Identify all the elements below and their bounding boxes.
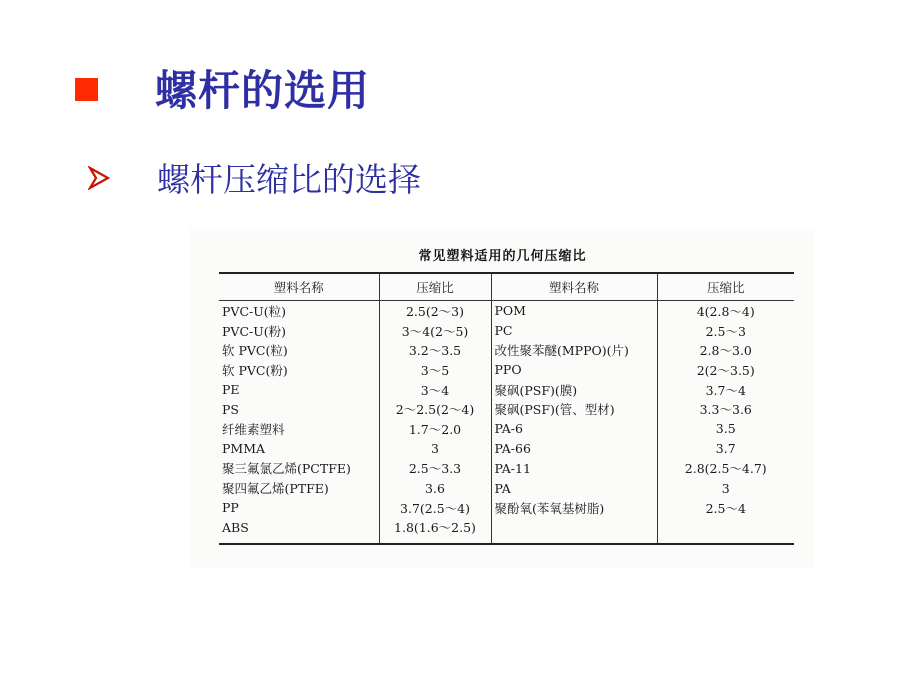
- cell-plastic-name: 聚酚氧(苯氧基树脂): [491, 498, 657, 518]
- slide-title: 螺杆的选用: [155, 66, 371, 115]
- cell-compression-ratio: 1.8(1.6～2.5): [379, 518, 491, 538]
- cell-plastic-name: PPO: [491, 360, 657, 380]
- header-compression-ratio-left: 压缩比: [379, 273, 491, 301]
- cell-plastic-name: PS: [219, 399, 379, 419]
- cell-plastic-name: PA-6: [491, 419, 657, 439]
- cell-compression-ratio: 3: [379, 439, 491, 459]
- header-plastic-name-left: 塑料名称: [219, 273, 379, 301]
- slide-subtitle: 螺杆压缩比的选择: [157, 160, 421, 199]
- cell-plastic-name: PVC-U(粉): [219, 321, 379, 341]
- cell-plastic-name: 软 PVC(粉): [219, 360, 379, 380]
- cell-compression-ratio: 3～5: [379, 360, 491, 380]
- header-plastic-name-right: 塑料名称: [491, 273, 657, 301]
- cell-compression-ratio: 1.7～2.0: [379, 419, 491, 439]
- table-row: [219, 399, 794, 419]
- cell-plastic-name: PP: [219, 498, 379, 518]
- table-row: [219, 459, 794, 479]
- cell-compression-ratio: 3: [721, 480, 730, 496]
- table-row: [219, 340, 794, 360]
- cell-compression-ratio: 4(2.8～4): [696, 303, 755, 319]
- table-row: [219, 518, 794, 538]
- cell-compression-ratio: 3.5: [715, 421, 736, 437]
- cell-plastic-name: ABS: [219, 518, 379, 538]
- cell-compression-ratio: 3.7(2.5～4): [379, 498, 491, 518]
- cell-plastic-name: 聚三氟氯乙烯(PCTFE): [219, 459, 379, 479]
- table-row: [219, 301, 794, 321]
- cell-compression-ratio: 3.7: [715, 441, 736, 457]
- cell-compression-ratio: 2～2.5(2～4): [379, 399, 491, 419]
- cell-compression-ratio: 3.6: [379, 478, 491, 498]
- cell-compression-ratio: 2.8～3.0: [699, 343, 752, 359]
- compression-ratio-table-figure: [190, 228, 815, 568]
- compression-ratio-table: [219, 272, 794, 545]
- table-row: [219, 498, 794, 518]
- cell-compression-ratio: 3.7～4: [705, 382, 746, 398]
- header-compression-ratio-right: 压缩比: [657, 273, 794, 301]
- cell-compression-ratio: 3～4: [379, 380, 491, 400]
- table-header-row: [219, 273, 794, 301]
- table-row: [219, 321, 794, 341]
- cell-compression-ratio: 2.5(2～3): [379, 301, 491, 321]
- cell-compression-ratio: 3～4(2～5): [379, 321, 491, 341]
- cell-plastic-name: PA-11: [491, 459, 657, 479]
- cell-compression-ratio: 2.5～3.3: [379, 459, 491, 479]
- cell-compression-ratio: 2.5～4: [705, 500, 746, 516]
- cell-plastic-name: PMMA: [219, 439, 379, 459]
- table-caption: 常见塑料适用的几何压缩比: [418, 249, 587, 264]
- square-bullet-icon: [75, 78, 98, 101]
- cell-plastic-name: PVC-U(粒): [219, 301, 379, 321]
- cell-plastic-name: PA: [491, 478, 657, 498]
- table-bottom-padding: [219, 537, 794, 544]
- table-body: [219, 301, 794, 545]
- cell-plastic-name: 聚砜(PSF)(管、型材): [491, 399, 657, 419]
- cell-plastic-name: PE: [219, 380, 379, 400]
- cell-plastic-name: 聚砜(PSF)(膜): [491, 380, 657, 400]
- cell-plastic-name: [491, 518, 657, 538]
- table-row: [219, 478, 794, 498]
- table-row: [219, 360, 794, 380]
- table-row: [219, 439, 794, 459]
- cell-plastic-name: PC: [491, 321, 657, 341]
- cell-compression-ratio: [657, 518, 794, 538]
- table-row: [219, 419, 794, 439]
- cell-plastic-name: POM: [491, 301, 657, 321]
- arrowhead-bullet-icon: [88, 166, 110, 190]
- cell-plastic-name: 软 PVC(粒): [219, 340, 379, 360]
- table-row: [219, 380, 794, 400]
- cell-plastic-name: 纤维素塑料: [219, 419, 379, 439]
- cell-plastic-name: 聚四氟乙烯(PTFE): [219, 478, 379, 498]
- cell-compression-ratio: 2(2～3.5): [696, 362, 755, 378]
- cell-plastic-name: PA-66: [491, 439, 657, 459]
- cell-compression-ratio: 3.2～3.5: [379, 340, 491, 360]
- cell-compression-ratio: 2.8(2.5～4.7): [684, 461, 767, 477]
- cell-compression-ratio: 3.3～3.6: [699, 402, 752, 418]
- cell-plastic-name: 改性聚苯醚(MPPO)(片): [491, 340, 657, 360]
- cell-compression-ratio: 2.5～3: [705, 323, 746, 339]
